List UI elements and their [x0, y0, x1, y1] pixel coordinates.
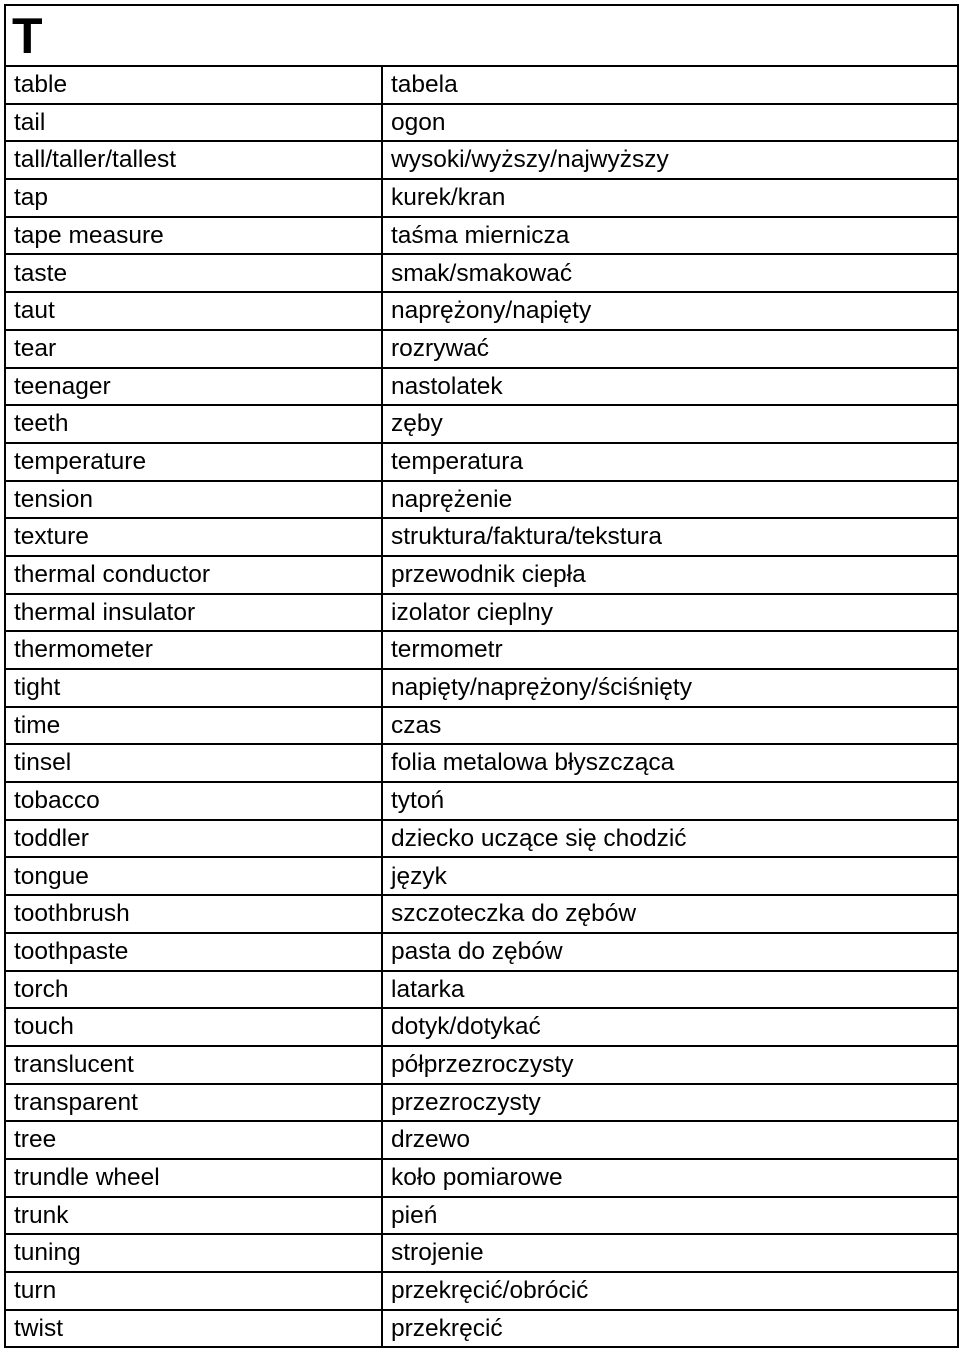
polish-translation: przekręcić — [382, 1310, 958, 1348]
letter-heading: T — [5, 5, 958, 66]
polish-translation: temperatura — [382, 443, 958, 481]
english-term: temperature — [5, 443, 382, 481]
english-term: tree — [5, 1121, 382, 1159]
glossary-row — [5, 631, 958, 669]
glossary-row — [5, 330, 958, 368]
english-term: transparent — [5, 1084, 382, 1122]
polish-translation: dziecko uczące się chodzić — [382, 820, 958, 858]
english-term: thermal conductor — [5, 556, 382, 594]
polish-translation: przezroczysty — [382, 1084, 958, 1122]
english-term: taut — [5, 292, 382, 330]
glossary-row — [5, 217, 958, 255]
glossary-row — [5, 857, 958, 895]
polish-translation: przekręcić/obrócić — [382, 1272, 958, 1310]
polish-translation: naprężenie — [382, 481, 958, 519]
polish-translation: przewodnik ciepła — [382, 556, 958, 594]
english-term: tall/taller/tallest — [5, 141, 382, 179]
glossary-row — [5, 254, 958, 292]
glossary-row — [5, 405, 958, 443]
polish-translation: latarka — [382, 971, 958, 1009]
glossary-row — [5, 518, 958, 556]
glossary-row — [5, 1121, 958, 1159]
glossary-row — [5, 594, 958, 632]
english-term: thermal insulator — [5, 594, 382, 632]
english-term: tinsel — [5, 744, 382, 782]
polish-translation: półprzezroczysty — [382, 1046, 958, 1084]
glossary-row — [5, 481, 958, 519]
glossary-row — [5, 782, 958, 820]
glossary-row — [5, 1159, 958, 1197]
english-term: teeth — [5, 405, 382, 443]
glossary-row — [5, 895, 958, 933]
english-term: tight — [5, 669, 382, 707]
glossary-table — [4, 4, 959, 1348]
english-term: torch — [5, 971, 382, 1009]
glossary-row — [5, 104, 958, 142]
english-term: trundle wheel — [5, 1159, 382, 1197]
english-term: tobacco — [5, 782, 382, 820]
polish-translation: język — [382, 857, 958, 895]
glossary-row — [5, 141, 958, 179]
glossary-row — [5, 443, 958, 481]
polish-translation: smak/smakować — [382, 254, 958, 292]
english-term: tuning — [5, 1234, 382, 1272]
glossary-row — [5, 933, 958, 971]
polish-translation: napięty/naprężony/ściśnięty — [382, 669, 958, 707]
polish-translation: czas — [382, 707, 958, 745]
english-term: tape measure — [5, 217, 382, 255]
english-term: translucent — [5, 1046, 382, 1084]
polish-translation: drzewo — [382, 1121, 958, 1159]
polish-translation: folia metalowa błyszcząca — [382, 744, 958, 782]
polish-translation: pień — [382, 1197, 958, 1235]
english-term: texture — [5, 518, 382, 556]
glossary-row — [5, 1084, 958, 1122]
english-term: toothpaste — [5, 933, 382, 971]
letter-heading-row — [5, 5, 958, 66]
glossary-row — [5, 66, 958, 104]
polish-translation: strojenie — [382, 1234, 958, 1272]
polish-translation: szczoteczka do zębów — [382, 895, 958, 933]
polish-translation: rozrywać — [382, 330, 958, 368]
glossary-row — [5, 744, 958, 782]
polish-translation: zęby — [382, 405, 958, 443]
glossary-row — [5, 292, 958, 330]
glossary-row — [5, 556, 958, 594]
english-term: tap — [5, 179, 382, 217]
english-term: turn — [5, 1272, 382, 1310]
english-term: tongue — [5, 857, 382, 895]
glossary-row — [5, 1234, 958, 1272]
polish-translation: tabela — [382, 66, 958, 104]
polish-translation: tytoń — [382, 782, 958, 820]
glossary-row — [5, 368, 958, 406]
glossary-row — [5, 1310, 958, 1348]
polish-translation: pasta do zębów — [382, 933, 958, 971]
glossary-row — [5, 1197, 958, 1235]
english-term: tear — [5, 330, 382, 368]
glossary-body — [5, 5, 958, 1347]
english-term: tail — [5, 104, 382, 142]
english-term: time — [5, 707, 382, 745]
glossary-row — [5, 707, 958, 745]
glossary-row — [5, 971, 958, 1009]
glossary-row — [5, 179, 958, 217]
polish-translation: nastolatek — [382, 368, 958, 406]
polish-translation: termometr — [382, 631, 958, 669]
english-term: tension — [5, 481, 382, 519]
english-term: teenager — [5, 368, 382, 406]
polish-translation: taśma miernicza — [382, 217, 958, 255]
polish-translation: kurek/kran — [382, 179, 958, 217]
english-term: table — [5, 66, 382, 104]
english-term: twist — [5, 1310, 382, 1348]
glossary-row — [5, 1272, 958, 1310]
english-term: taste — [5, 254, 382, 292]
glossary-row — [5, 1008, 958, 1046]
glossary-row — [5, 669, 958, 707]
english-term: touch — [5, 1008, 382, 1046]
english-term: toddler — [5, 820, 382, 858]
english-term: toothbrush — [5, 895, 382, 933]
english-term: thermometer — [5, 631, 382, 669]
polish-translation: wysoki/wyższy/najwyższy — [382, 141, 958, 179]
polish-translation: koło pomiarowe — [382, 1159, 958, 1197]
polish-translation: izolator cieplny — [382, 594, 958, 632]
glossary-row — [5, 820, 958, 858]
polish-translation: dotyk/dotykać — [382, 1008, 958, 1046]
glossary-row — [5, 1046, 958, 1084]
polish-translation: struktura/faktura/tekstura — [382, 518, 958, 556]
polish-translation: naprężony/napięty — [382, 292, 958, 330]
english-term: trunk — [5, 1197, 382, 1235]
polish-translation: ogon — [382, 104, 958, 142]
